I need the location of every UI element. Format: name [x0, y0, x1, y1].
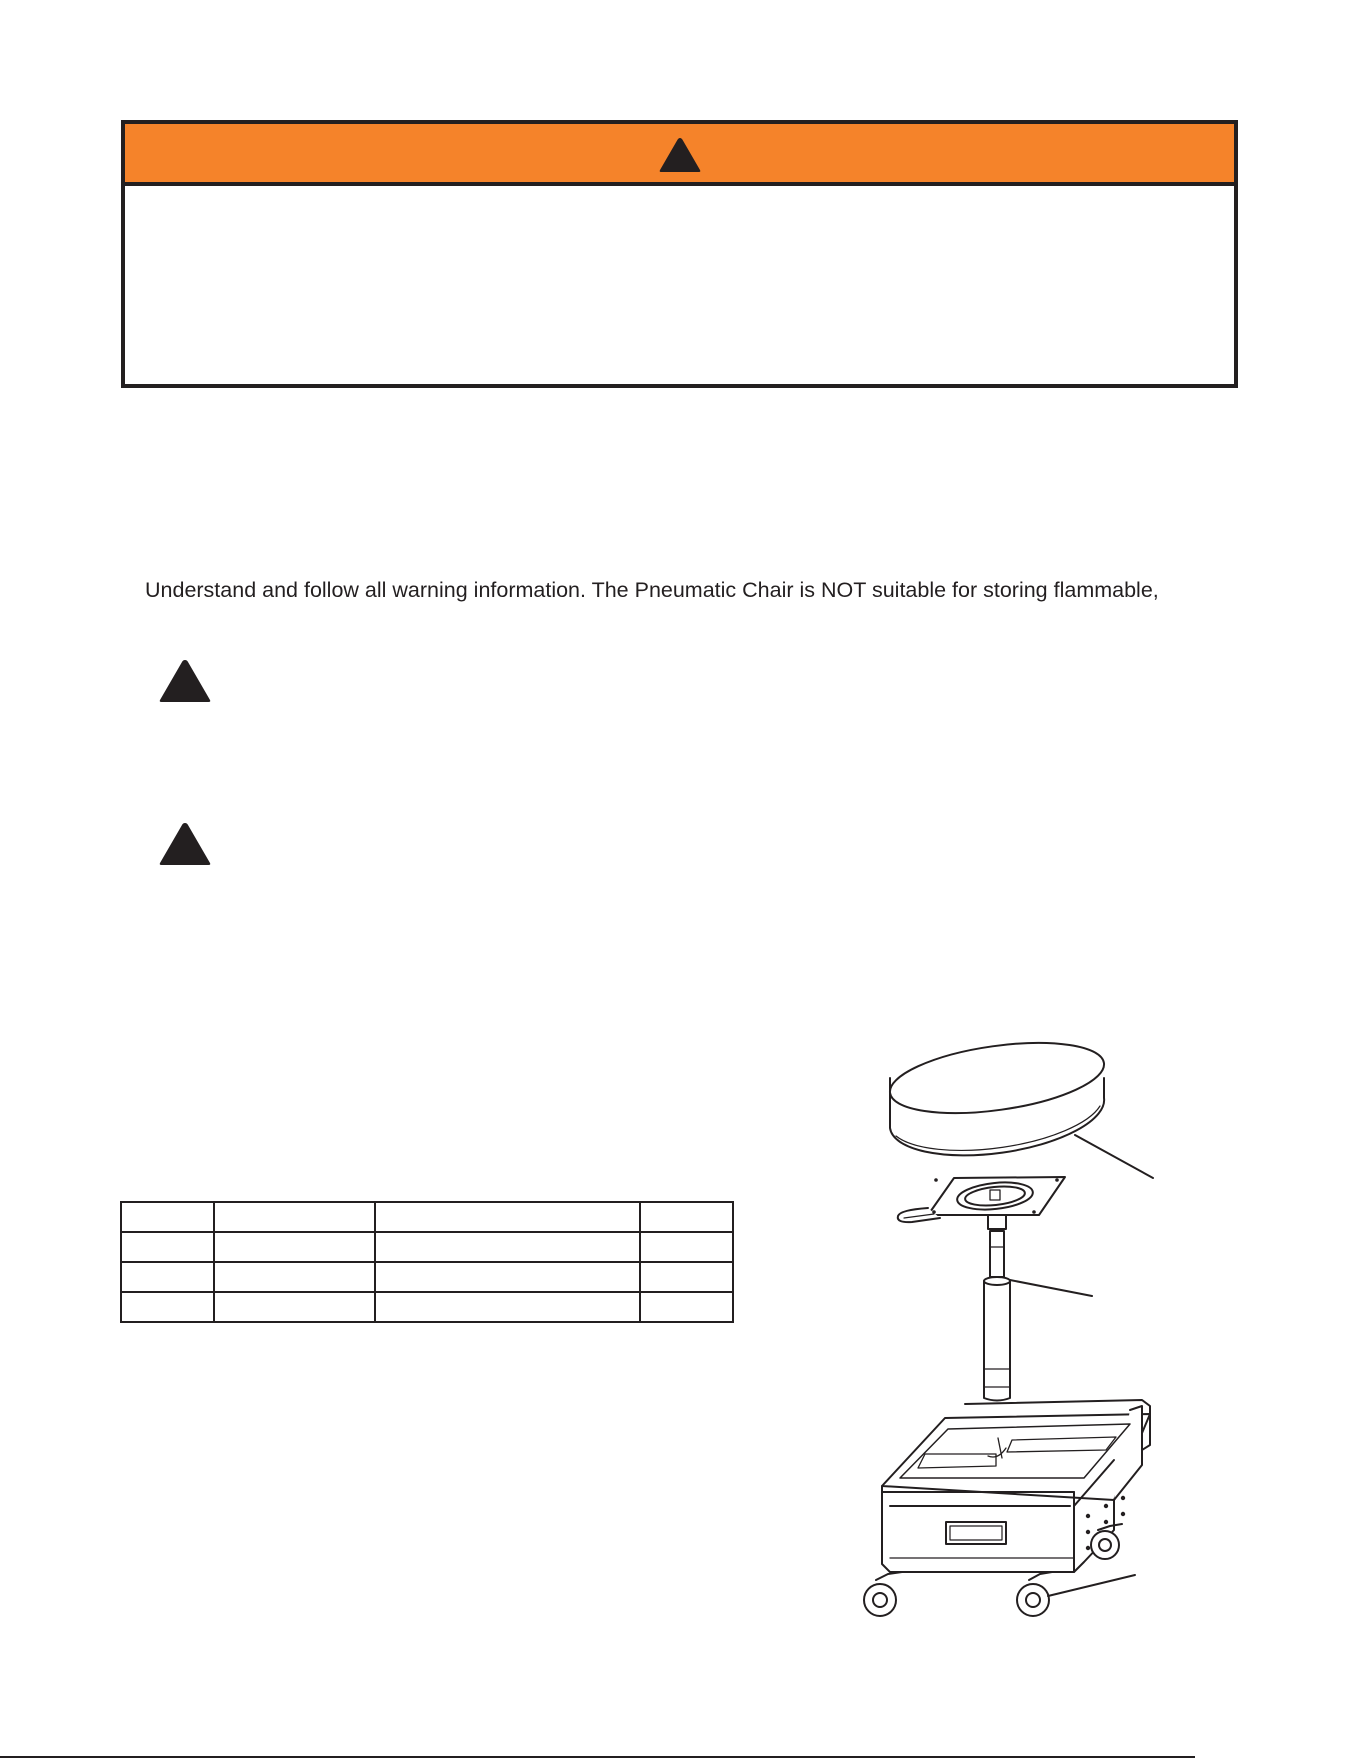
warning-header [125, 124, 1234, 186]
intro-text: Understand and follow all warning information. The Pneumatic Chair is NOT suitable for storing flammable, [145, 578, 1159, 602]
table-cell [121, 1262, 214, 1292]
table-cell [214, 1202, 375, 1232]
table-cell [640, 1262, 733, 1292]
leader-line-caster [1048, 1575, 1135, 1596]
table-cell [121, 1292, 214, 1322]
table-cell [375, 1232, 640, 1262]
table-cell [214, 1292, 375, 1322]
footer-rule [0, 1756, 1195, 1758]
seat-cushion [886, 1040, 1109, 1155]
table-row [121, 1262, 733, 1292]
parts-table [120, 1201, 734, 1323]
table-cell [121, 1202, 214, 1232]
table-row [121, 1292, 733, 1322]
leader-line-seat [1075, 1135, 1153, 1178]
table-cell [375, 1262, 640, 1292]
table-row [121, 1232, 733, 1262]
swivel-plate [898, 1177, 1065, 1229]
warning-triangle-icon [658, 136, 702, 174]
chair-exploded-diagram [830, 1040, 1170, 1630]
warning-triangle-icon [158, 821, 212, 867]
table-cell [375, 1202, 640, 1232]
table-cell [640, 1232, 733, 1262]
warning-box [121, 120, 1238, 388]
table-cell [375, 1292, 640, 1322]
table-row [121, 1202, 733, 1232]
table-cell [121, 1232, 214, 1262]
warning-triangle-icon [158, 658, 212, 704]
gas-cylinder [984, 1231, 1010, 1401]
table-cell [640, 1202, 733, 1232]
table-cell [214, 1232, 375, 1262]
leader-line-cylinder [1010, 1280, 1092, 1296]
table-cell [640, 1292, 733, 1322]
table-cell [214, 1262, 375, 1292]
